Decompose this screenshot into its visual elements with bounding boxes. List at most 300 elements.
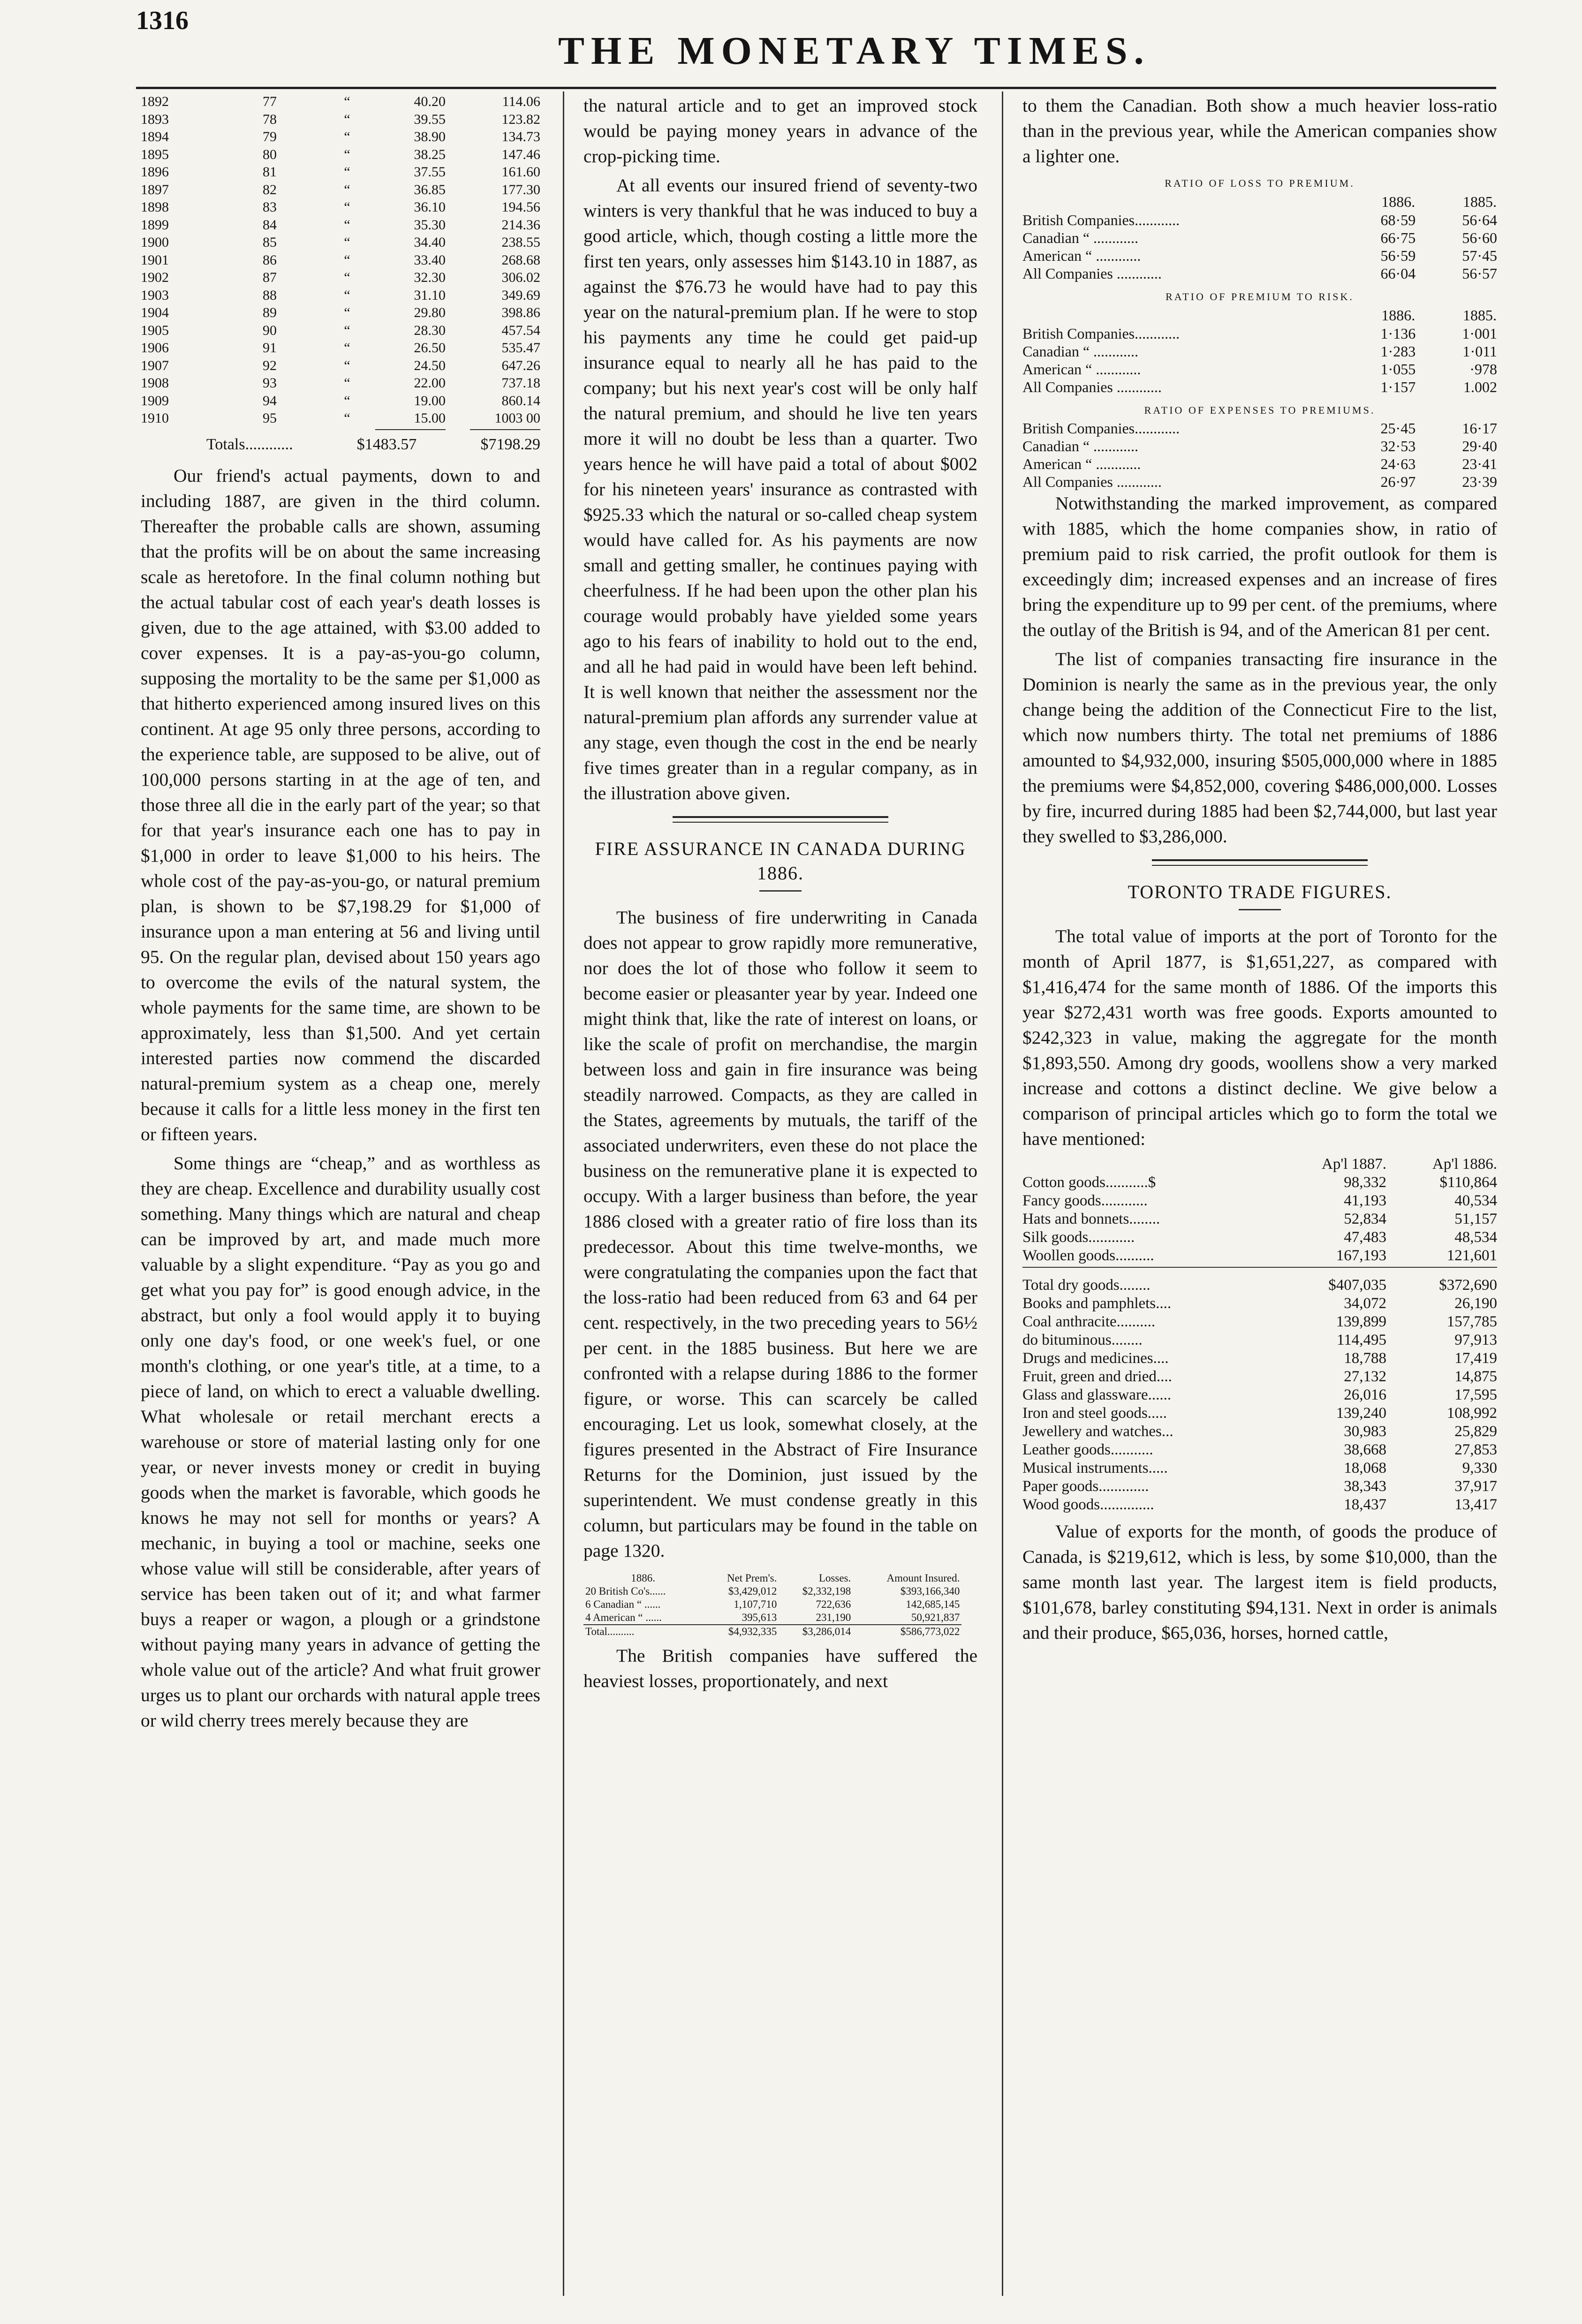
table-row bbox=[141, 374, 540, 392]
table-cell: 1·055 bbox=[1380, 361, 1416, 378]
table-cell: 35.30 bbox=[414, 217, 446, 233]
table-cell: 108,992 bbox=[1446, 1405, 1497, 1422]
table-header: Ap'l 1887. bbox=[1322, 1156, 1386, 1173]
table-cell: 1901 bbox=[141, 252, 169, 268]
table-row bbox=[141, 339, 540, 357]
table-cell: 47,483 bbox=[1344, 1229, 1386, 1246]
table-row bbox=[1022, 1477, 1497, 1496]
table-cell: Books and pamphlets.... bbox=[1022, 1295, 1172, 1312]
table-cell: 6 Canadian “ ...... bbox=[585, 1598, 661, 1610]
table-cell: 1003 00 bbox=[494, 410, 540, 426]
table-cell: 89 bbox=[263, 305, 277, 320]
table-row bbox=[1022, 1441, 1497, 1459]
table-cell: 177.30 bbox=[501, 182, 540, 197]
table-cell: Woollen goods.......... bbox=[1022, 1247, 1154, 1264]
table-cell: 27,853 bbox=[1454, 1441, 1497, 1458]
table-cell: 38.90 bbox=[414, 129, 446, 144]
table-cell: 1·011 bbox=[1462, 343, 1497, 360]
article-paragraph: Value of exports for the month, of goods the produce of Canada, is $219,612, which is less, by some $10,000, than the same month last year. The largest item is field products, $101,678, barley constituting $94,131. Next in order is animals and their produce, $65,036, horses, horned cattle, bbox=[1022, 1521, 1497, 1643]
table-cell: 85 bbox=[263, 235, 277, 250]
table-cell: 306.02 bbox=[501, 270, 540, 285]
table-cell: “ bbox=[344, 199, 350, 215]
table-cell: 123.82 bbox=[501, 111, 540, 127]
table-cell: 139,240 bbox=[1336, 1405, 1386, 1422]
table-cell: 41,193 bbox=[1344, 1192, 1386, 1209]
table-row bbox=[141, 163, 540, 181]
table-cell: 88 bbox=[263, 287, 277, 303]
table-cell: “ bbox=[344, 270, 350, 285]
table-cell: $110,864 bbox=[1439, 1174, 1497, 1191]
table-cell: 86 bbox=[263, 252, 277, 268]
table-cell: 18,788 bbox=[1344, 1350, 1386, 1367]
table-cell: $3,286,014 bbox=[779, 1625, 853, 1638]
section-divider bbox=[1152, 859, 1368, 866]
totals-label: Totals............ bbox=[206, 435, 293, 453]
fire-assurance-heading: FIRE ASSURANCE IN CANADA DURING 1886. bbox=[595, 838, 966, 884]
article-paragraph: The British companies have suffered the heaviest losses, proportionately, and next bbox=[583, 1645, 977, 1691]
table-cell: 1907 bbox=[141, 357, 169, 373]
table-cell: 82 bbox=[263, 182, 277, 197]
table-cell: 1904 bbox=[141, 305, 169, 320]
table-cell: Total.......... bbox=[583, 1625, 703, 1638]
table-cell: 647.26 bbox=[501, 357, 540, 373]
table-row bbox=[1022, 1349, 1497, 1368]
table-subtotal-row bbox=[1022, 1267, 1497, 1294]
table-cell: 37,917 bbox=[1454, 1478, 1497, 1495]
table-cell: Leather goods........... bbox=[1022, 1441, 1153, 1458]
table-cell: 34,072 bbox=[1344, 1295, 1386, 1312]
table-row bbox=[1022, 378, 1497, 396]
table-row bbox=[583, 1611, 961, 1625]
table-cell: 23·39 bbox=[1462, 473, 1497, 490]
table-cell: 457.54 bbox=[501, 322, 540, 338]
table-cell: “ bbox=[344, 410, 350, 426]
article-paragraph: Notwithstanding the marked improvement, as compared with 1885, which the home companies show, in ratio of premium paid to risk carried, the profit outlook for them is exceedingly dim; increased expenses and an increase of fires bring the expenditure up to 99 per cent. of the premiums, where the outlay of the British is 94, and of the American 81 per cent. bbox=[1022, 493, 1497, 640]
table-row bbox=[141, 269, 540, 287]
totals-row bbox=[141, 433, 540, 456]
table-row bbox=[141, 357, 540, 375]
totals-cost: $7198.29 bbox=[480, 435, 540, 453]
table-cell: 1908 bbox=[141, 375, 169, 391]
table-cell: Canadian “ ............ bbox=[1022, 343, 1139, 360]
table-cell: “ bbox=[344, 357, 350, 373]
table-cell: “ bbox=[344, 111, 350, 127]
table-cell: 26.50 bbox=[414, 340, 446, 356]
table-cell: 97,913 bbox=[1454, 1332, 1497, 1348]
table-cell: American “ ............ bbox=[1022, 247, 1141, 264]
table-row bbox=[141, 304, 540, 322]
table-row bbox=[1022, 1294, 1497, 1313]
totals-payments: $1483.57 bbox=[356, 435, 417, 453]
section-divider bbox=[673, 816, 888, 823]
table-row bbox=[141, 128, 540, 146]
table-cell: 98,332 bbox=[1344, 1174, 1386, 1191]
table-cell: Musical instruments..... bbox=[1022, 1460, 1168, 1476]
table-cell: 18,068 bbox=[1344, 1460, 1386, 1476]
table-cell: “ bbox=[344, 164, 350, 180]
table-cell: 1898 bbox=[141, 199, 169, 215]
table-cell: $3,429,012 bbox=[728, 1585, 777, 1597]
table-cell: Canadian “ ............ bbox=[1022, 229, 1139, 246]
table-cell: 1895 bbox=[141, 146, 169, 162]
table-header: 1886. bbox=[631, 1572, 656, 1584]
table-cell: Paper goods............. bbox=[1022, 1478, 1149, 1495]
table-cell: 83 bbox=[263, 199, 277, 215]
table-row bbox=[583, 1598, 961, 1611]
table-row bbox=[141, 111, 540, 129]
table-cell: 30,983 bbox=[1344, 1423, 1386, 1440]
table-row bbox=[141, 146, 540, 164]
table-cell: Total dry goods........ bbox=[1022, 1277, 1151, 1294]
article-paragraph: The list of companies transacting fire insurance in the Dominion is nearly the same as in the previous year, the only change being the addition of the Connecticut Fire to the list, which now numbers thirty. The total net premiums of 1886 amounted to $4,932,000, insuring $505,000,000 where in 1885 the premiums were $4,852,000, covering $486,000,000. Losses by fire, incurred during 1885 had been $2,744,000, but last year they swelled to $3,286,000. bbox=[1022, 649, 1497, 847]
table-row bbox=[1022, 342, 1497, 360]
table-cell: Fancy goods............ bbox=[1022, 1192, 1148, 1209]
table-cell: 25,829 bbox=[1454, 1423, 1497, 1440]
ratio-loss-title: RATIO OF LOSS TO PREMIUM. bbox=[1165, 177, 1355, 189]
table-cell: 1902 bbox=[141, 270, 169, 285]
trade-figures-table bbox=[1022, 1155, 1497, 1514]
table-cell: 395,613 bbox=[742, 1612, 777, 1623]
table-cell: 17,419 bbox=[1454, 1350, 1497, 1367]
table-cell: 52,834 bbox=[1344, 1211, 1386, 1227]
table-cell: $372,690 bbox=[1439, 1277, 1497, 1294]
ratio-loss-table bbox=[1022, 192, 1497, 282]
table-cell: 57·45 bbox=[1462, 247, 1497, 264]
yearly-cost-table bbox=[141, 93, 540, 427]
table-cell: $2,332,198 bbox=[802, 1585, 851, 1597]
table-row bbox=[1022, 247, 1497, 265]
ratio-premium-title: RATIO OF PREMIUM TO RISK. bbox=[1166, 291, 1354, 303]
table-cell: 23·41 bbox=[1462, 455, 1497, 472]
table-cell: 80 bbox=[263, 146, 277, 162]
table-row bbox=[1022, 1173, 1497, 1192]
table-cell: British Companies............ bbox=[1022, 325, 1180, 342]
table-cell: 56·64 bbox=[1462, 212, 1497, 228]
table-header: 1885. bbox=[1463, 193, 1497, 210]
table-row bbox=[1022, 265, 1497, 282]
article-paragraph: Our friend's actual payments, down to and including 1887, are given in the third column. Thereafter the probable calls are shown, assuming that the profits will be on about the same increasing scale as heretofore. In the final column nothing but the actual tabular cost of each year's death losses is given, due to the age attained, with $3.00 added to cover expenses. It is a pay-as-you-go column, supposing the mortality to be the same per $1,000 as that hitherto experienced among insured lives on this continent. At age 95 only three persons, according to the experience table, are supposed to be alive, out of 100,000 persons starting in at the age of ten, and those three all die in the early part of the year; so that for that year's insurance each one has to pay in $1,000 in order to leave $1,000 to his heirs. The whole cost of the pay-as-you-go, or natural premium plan, is shown to be $7,198.29 for $1,000 of insurance upon a man entering at 56 and living until 95. On the regular plan, devised about 150 years ago to overcome the evils of the natural system, the whole payments for the same time, are shown to be approximately, less than $1,500. And yet certain interested parties now commend the discarded natural-premium system as a cheap one, merely because it calls for a little less money in the first ten or fifteen years. bbox=[141, 465, 540, 1144]
table-cell: “ bbox=[344, 252, 350, 268]
table-cell: 36.10 bbox=[414, 199, 446, 215]
table-row bbox=[141, 409, 540, 427]
table-cell: Wood goods.............. bbox=[1022, 1496, 1154, 1513]
table-cell: 167,193 bbox=[1336, 1247, 1386, 1264]
table-cell: 28.30 bbox=[414, 322, 446, 338]
table-cell: 48,534 bbox=[1454, 1229, 1497, 1246]
table-cell: 15.00 bbox=[414, 410, 446, 426]
table-cell: 1892 bbox=[141, 94, 169, 109]
table-cell: $407,035 bbox=[1328, 1277, 1386, 1294]
table-row bbox=[1022, 419, 1497, 437]
table-cell: 1,107,710 bbox=[734, 1598, 777, 1610]
table-row bbox=[1022, 437, 1497, 455]
table-cell: “ bbox=[344, 129, 350, 144]
table-cell: 40,534 bbox=[1454, 1192, 1497, 1209]
table-row bbox=[1022, 1331, 1497, 1349]
table-cell: 18,437 bbox=[1344, 1496, 1386, 1513]
article-paragraph: The business of fire underwriting in Canada does not appear to grow rapidly more remunerative, nor does the lot of those who follow it seem to become easier or pleasanter year by year. Indeed one might think that, like the rate of interest on loans, or like the scale of profit on merchandise, the margin between loss and gain in fire insurance was being steadily narrowed. Compacts, as they are called in the States, agreements by mutuals, the tariff of the associated underwriters, even these do not place the business on the remunerative plane it is expected to occupy. With a larger business than before, the year 1886 closed with a greater ratio of fire loss than its predecessor. About this time twelve-months, we were congratulating the companies upon the fact that the loss-ratio had been reduced from 63 and 64 per cent. respectively, in the two preceding years to 56½ per cent. in the 1885 business. But here we are confronted with a relapse during 1886 to the former figure, or worse. This can scarcely be called encouraging. Let us look, somewhat closely, at the figures presented in the Abstract of Fire Insurance Returns for the Dominion, just issued by the superintendent. We must condense greatly in this column, but particulars may be found in the table on page 1320. bbox=[583, 907, 977, 1561]
table-cell: 134.73 bbox=[501, 129, 540, 144]
table-cell: 37.55 bbox=[414, 164, 446, 180]
table-cell: 214.36 bbox=[501, 217, 540, 233]
column-3 bbox=[1022, 93, 1497, 1649]
table-cell: 1903 bbox=[141, 287, 169, 303]
heading-rule bbox=[759, 890, 802, 892]
table-cell: 93 bbox=[263, 375, 277, 391]
table-row bbox=[1022, 1313, 1497, 1331]
table-cell: 349.69 bbox=[501, 287, 540, 303]
table-cell: All Companies ............ bbox=[1022, 473, 1162, 490]
table-cell: 91 bbox=[263, 340, 277, 356]
column-1 bbox=[141, 93, 540, 1737]
table-cell: 56·59 bbox=[1380, 247, 1416, 264]
table-cell: 16·17 bbox=[1462, 420, 1497, 437]
table-cell: 114,495 bbox=[1336, 1332, 1386, 1348]
table-row bbox=[1022, 1368, 1497, 1386]
table-cell: 398.86 bbox=[501, 305, 540, 320]
table-cell: “ bbox=[344, 94, 350, 109]
table-cell: 66·04 bbox=[1380, 265, 1416, 282]
table-cell: “ bbox=[344, 305, 350, 320]
table-cell: 27,132 bbox=[1344, 1368, 1386, 1385]
table-cell: Coal anthracite.......... bbox=[1022, 1313, 1156, 1330]
table-cell: 56·60 bbox=[1462, 229, 1497, 246]
table-cell: ·978 bbox=[1469, 361, 1497, 378]
table-cell: 36.85 bbox=[414, 182, 446, 197]
table-cell: “ bbox=[344, 340, 350, 356]
table-cell: Iron and steel goods..... bbox=[1022, 1405, 1167, 1422]
table-cell: “ bbox=[344, 235, 350, 250]
table-cell: 142,685,145 bbox=[906, 1598, 960, 1610]
table-cell: 1905 bbox=[141, 322, 169, 338]
table-row bbox=[1022, 1496, 1497, 1514]
table-cell: 1909 bbox=[141, 393, 169, 409]
table-cell: 114.06 bbox=[502, 94, 540, 109]
table-cell: “ bbox=[344, 287, 350, 303]
table-cell: 40.20 bbox=[414, 94, 446, 109]
table-cell: 1·136 bbox=[1380, 325, 1416, 342]
table-cell: 1906 bbox=[141, 340, 169, 356]
table-row bbox=[1022, 1228, 1497, 1247]
table-cell: 1.002 bbox=[1463, 379, 1497, 395]
table-cell: 14,875 bbox=[1454, 1368, 1497, 1385]
table-row bbox=[583, 1585, 961, 1598]
table-row bbox=[141, 251, 540, 269]
table-header: 1886. bbox=[1381, 307, 1415, 324]
table-row bbox=[1022, 1386, 1497, 1404]
table-cell: 38.25 bbox=[414, 146, 446, 162]
table-row bbox=[141, 287, 540, 304]
table-cell: “ bbox=[344, 375, 350, 391]
table-cell: $4,932,335 bbox=[703, 1625, 779, 1638]
table-header: Net Prem's. bbox=[727, 1572, 777, 1584]
table-cell: 84 bbox=[263, 217, 277, 233]
table-cell: 139,899 bbox=[1336, 1313, 1386, 1330]
table-cell: 147.46 bbox=[501, 146, 540, 162]
table-row bbox=[1022, 360, 1497, 378]
table-row bbox=[1022, 1459, 1497, 1477]
table-cell: 78 bbox=[263, 111, 277, 127]
table-header: Amount Insured. bbox=[886, 1572, 960, 1584]
table-cell: 19.00 bbox=[414, 393, 446, 409]
table-cell: “ bbox=[344, 393, 350, 409]
table-cell: 860.14 bbox=[501, 393, 540, 409]
article-paragraph: the natural article and to get an improved stock would be paying money years in advance of the crop-picking time. bbox=[583, 95, 977, 167]
table-cell: 87 bbox=[263, 270, 277, 285]
table-cell: “ bbox=[344, 182, 350, 197]
article-paragraph: At all events our insured friend of seventy-two winters is very thankful that he was induced to buy a good article, which, though costing a little more the first ten years, only assesses him $143.10 in 1887, as against the $76.73 he would have had to pay this year on the natural-premium plan. If he were to stop his payments any time he could get paid-up insurance equal to nearly all he has paid to the company; but his next year's cost will be only half the natural premium, and should he live ten years more it will no doubt be less than a quarter. Two years hence he will have paid a total of about $002 for his nineteen years' insurance as contrasted with $925.33 which the natural or so-called cheap system would have called for. As his payments are now small and getting smaller, he continues paying with cheerfulness. If he had been upon the other plan his courage would probably have yielded some years ago to his fears of inability to hold out to the end, and all he had paid in would have been left behind. It is well known that neither the assessment nor the natural-premium plan affords any surrender value at any stage, even though the cost in the end be nearly five times greater than in a regular company, as in the illustration above given. bbox=[583, 175, 977, 803]
table-cell: 94 bbox=[263, 393, 277, 409]
table-cell: 1899 bbox=[141, 217, 169, 233]
table-row bbox=[141, 216, 540, 234]
table-cell: 66·75 bbox=[1380, 229, 1416, 246]
table-row bbox=[141, 181, 540, 199]
table-row bbox=[1022, 1404, 1497, 1423]
table-cell: 231,190 bbox=[816, 1612, 851, 1623]
heading-rule bbox=[1239, 909, 1281, 910]
table-row bbox=[141, 392, 540, 410]
table-header: Ap'l 1886. bbox=[1432, 1156, 1497, 1173]
page-number: 1316 bbox=[136, 6, 189, 35]
table-cell: 92 bbox=[263, 357, 277, 373]
table-cell: 38,343 bbox=[1344, 1478, 1386, 1495]
table-row bbox=[1022, 325, 1497, 342]
article-paragraph: to them the Canadian. Both show a much heavier loss-ratio than in the previous year, while the American companies show a lighter one. bbox=[1022, 95, 1497, 167]
table-cell: 26,016 bbox=[1344, 1386, 1386, 1403]
column-2 bbox=[583, 93, 977, 1697]
table-cell: 4 American “ ...... bbox=[585, 1612, 662, 1623]
table-cell: 34.40 bbox=[414, 235, 446, 250]
table-cell: 77 bbox=[263, 94, 277, 109]
table-cell: $586,773,022 bbox=[853, 1625, 961, 1638]
ratio-expenses-title: RATIO OF EXPENSES TO PREMIUMS. bbox=[1144, 404, 1376, 416]
ratio-premium-table bbox=[1022, 306, 1497, 396]
table-row bbox=[141, 234, 540, 251]
table-row bbox=[1022, 1210, 1497, 1228]
table-cell: 13,417 bbox=[1454, 1496, 1497, 1513]
table-cell: 1893 bbox=[141, 111, 169, 127]
table-cell: 24.50 bbox=[414, 357, 446, 373]
table-row bbox=[1022, 1423, 1497, 1441]
table-row bbox=[1022, 211, 1497, 229]
table-cell: Cotton goods...........$ bbox=[1022, 1174, 1156, 1191]
table-cell: “ bbox=[344, 146, 350, 162]
table-cell: 1910 bbox=[141, 410, 169, 426]
table-cell: American “ ............ bbox=[1022, 361, 1141, 378]
table-row bbox=[141, 322, 540, 340]
table-cell: 29.80 bbox=[414, 305, 446, 320]
table-cell: 157,785 bbox=[1446, 1313, 1497, 1330]
toronto-trade-heading: TORONTO TRADE FIGURES. bbox=[1128, 881, 1392, 902]
table-cell: 17,595 bbox=[1454, 1386, 1497, 1403]
table-cell: “ bbox=[344, 217, 350, 233]
table-cell: 79 bbox=[263, 129, 277, 144]
header-rule bbox=[136, 87, 1496, 89]
table-cell: 24·63 bbox=[1380, 455, 1416, 472]
table-cell: 31.10 bbox=[414, 287, 446, 303]
table-cell: Glass and glassware...... bbox=[1022, 1386, 1172, 1403]
table-row bbox=[1022, 455, 1497, 473]
table-cell: 121,601 bbox=[1446, 1247, 1497, 1264]
table-cell: 9,330 bbox=[1462, 1460, 1497, 1476]
table-cell: 194.56 bbox=[501, 199, 540, 215]
table-cell: 26,190 bbox=[1454, 1295, 1497, 1312]
table-cell: 1·001 bbox=[1462, 325, 1497, 342]
ratio-expenses-table bbox=[1022, 419, 1497, 491]
fire-insurance-table bbox=[583, 1572, 961, 1638]
table-row bbox=[141, 93, 540, 111]
table-cell: British Companies............ bbox=[1022, 212, 1180, 228]
table-cell: 535.47 bbox=[501, 340, 540, 356]
table-row bbox=[1022, 229, 1497, 247]
table-cell: Hats and bonnets........ bbox=[1022, 1211, 1160, 1227]
table-row bbox=[1022, 473, 1497, 491]
table-total-row bbox=[583, 1625, 961, 1638]
table-cell: $393,166,340 bbox=[900, 1585, 960, 1597]
table-cell: British Companies............ bbox=[1022, 420, 1180, 437]
table-row bbox=[1022, 1192, 1497, 1210]
table-cell: Drugs and medicines.... bbox=[1022, 1350, 1169, 1367]
column-divider bbox=[563, 91, 564, 2296]
table-cell: 1894 bbox=[141, 129, 169, 144]
table-cell: 50,921,837 bbox=[911, 1612, 960, 1623]
table-cell: 1896 bbox=[141, 164, 169, 180]
table-cell: 22.00 bbox=[414, 375, 446, 391]
table-cell: 1·283 bbox=[1380, 343, 1416, 360]
table-header: 1885. bbox=[1463, 307, 1497, 324]
table-cell: 737.18 bbox=[501, 375, 540, 391]
table-cell: American “ ............ bbox=[1022, 455, 1141, 472]
article-paragraph: Some things are “cheap,” and as worthless as they are cheap. Excellence and durability usually cost something. Many things which are natural and cheap can be improved by art, and made much more valuable by a slight expenditure. “Pay as you go and get what you pay for” is good enough advice, in the abstract, but only a fool would apply it to buying only one day's food, or one week's fuel, or one month's clothing, or one year's title, at a time, to a piece of land, on which to erect a valuable dwelling. What wholesale or retail merchant erects a warehouse or store of material lasting only for one year, or never invests money or credit in buying goods when the market is favorable, which goods he knows he may not sell for months or years? A mechanic, in buying a tool or machine, seeks one whose value will still be considerable, after years of service has been taken out of it; and what farmer buys a reaper or wagon, a plough or a grindstone without paying many years in advance of getting the whole value out of the article? And what fruit grower urges us to plant our orchards with natural apple trees or wild cherry trees merely because they are bbox=[141, 1152, 540, 1731]
article-paragraph: The total value of imports at the port of Toronto for the month of April 1877, is $1,651,227, as compared with $1,416,474 for the same month of 1886. Of the imports this year $272,431 worth was free goods. Exports amounted to $242,323 in value, making the aggregate for the month $1,893,550. Among dry goods, woollens show a very marked increase and cottons a distinct decline. We give below a comparison of principal articles which go to form the total we have mentioned: bbox=[1022, 926, 1497, 1149]
column-divider bbox=[1002, 91, 1003, 2296]
table-cell: All Companies ............ bbox=[1022, 265, 1162, 282]
table-cell: 20 British Co's...... bbox=[585, 1585, 666, 1597]
table-header: 1886. bbox=[1381, 193, 1415, 210]
table-cell: Canadian “ ............ bbox=[1022, 438, 1139, 454]
table-row bbox=[141, 198, 540, 216]
table-cell: 1900 bbox=[141, 235, 169, 250]
table-cell: 32·53 bbox=[1380, 438, 1416, 454]
table-cell: 26·97 bbox=[1380, 473, 1416, 490]
table-cell: 38,668 bbox=[1344, 1441, 1386, 1458]
table-cell: 51,157 bbox=[1454, 1211, 1497, 1227]
table-cell: 722,636 bbox=[816, 1598, 851, 1610]
table-cell: 32.30 bbox=[414, 270, 446, 285]
table-cell: 25·45 bbox=[1380, 420, 1416, 437]
masthead-title: THE MONETARY TIMES. bbox=[558, 29, 1151, 73]
table-cell: 161.60 bbox=[501, 164, 540, 180]
table-cell: 33.40 bbox=[414, 252, 446, 268]
table-cell: 268.68 bbox=[501, 252, 540, 268]
table-cell: 1·157 bbox=[1380, 379, 1416, 395]
totals-rule bbox=[375, 429, 540, 430]
table-row bbox=[1022, 1247, 1497, 1265]
table-cell: All Companies ............ bbox=[1022, 379, 1162, 395]
table-cell: 95 bbox=[263, 410, 277, 426]
table-cell: 90 bbox=[263, 322, 277, 338]
table-cell: “ bbox=[344, 322, 350, 338]
table-cell: 68·59 bbox=[1380, 212, 1416, 228]
table-header: Losses. bbox=[818, 1572, 851, 1584]
table-cell: 39.55 bbox=[414, 111, 446, 127]
table-cell: 238.55 bbox=[501, 235, 540, 250]
table-cell: do bituminous........ bbox=[1022, 1332, 1143, 1348]
table-cell: 81 bbox=[263, 164, 277, 180]
table-cell: 56·57 bbox=[1462, 265, 1497, 282]
table-cell: Fruit, green and dried.... bbox=[1022, 1368, 1172, 1385]
table-cell: 1897 bbox=[141, 182, 169, 197]
